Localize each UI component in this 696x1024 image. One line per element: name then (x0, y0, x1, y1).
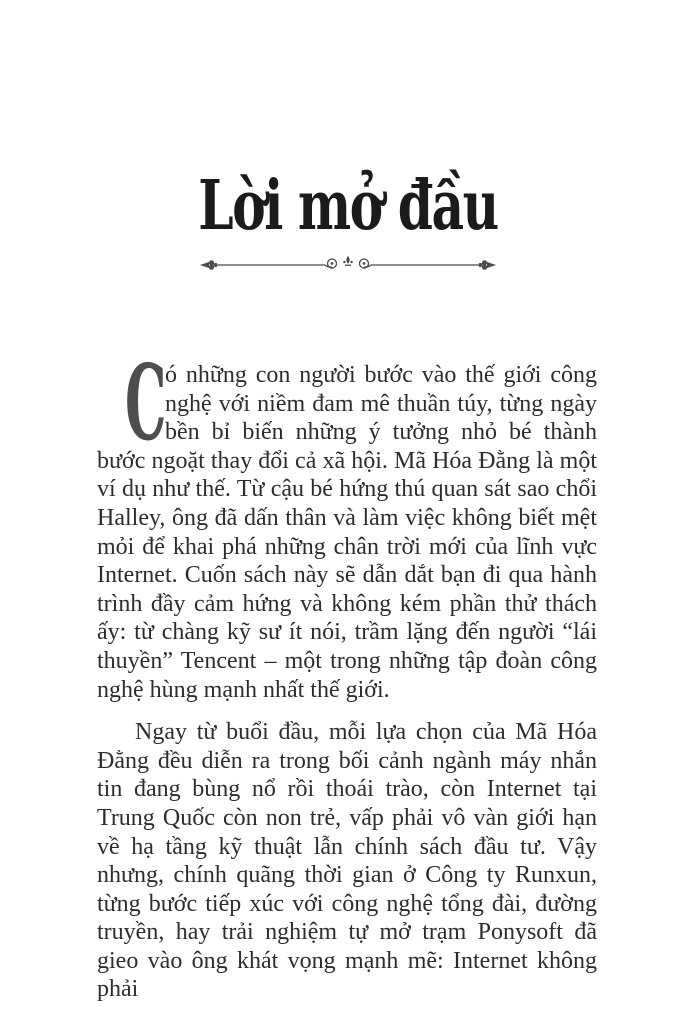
paragraph-2 (97, 718, 597, 1004)
dropcap-letter: C (125, 341, 167, 464)
page-title: Lời mở đầu (198, 166, 498, 246)
paragraph-1 (97, 341, 597, 704)
divider-ornament-icon (198, 254, 498, 276)
page-body (97, 341, 597, 1004)
paragraph-2-text: Ngay từ buổi đầu, mỗi lựa chọn của Mã Hóa Đằng đều diễn ra trong bối cảnh ngành máy nhắn tin đang bùng nổ rồi thoái trào, còn Internet tại Trung Quốc còn non trẻ, vấp phải vô vàn giới hạn về hạ tầng kỹ thuật lẫn chính sách đầu tư. Vậy nhưng, chính quãng thời gian ở Công ty Runxun, từng bước tiếp xúc với công nghệ tổng đài, đường truyền, hay trải nghiệm tự mở trạm Ponysoft đã gieo vào ông khát vọng mạnh mẽ: Internet không phải (97, 719, 597, 1003)
paragraph-1-text: ó những con người bước vào thế giới công nghệ với niềm đam mê thuần túy, từng ngày bền bỉ biến những ý tưởng nhỏ bé thành bước ngoặt thay đổi cả xã hội. Mã Hóa Đằng là một ví dụ như thế. Từ cậu bé hứng thú quan sát sao chổi Halley, ông đã dấn thân và làm việc không biết mệt mỏi để khai phá những chân trời mới của lĩnh vực Internet. Cuốn sách này sẽ dẫn dắt bạn đi qua hành trình đầy cảm hứng và không kém phần thử thách ấy: từ chàng kỹ sư ít nói, trầm lặng đến người “lái thuyền” Tencent – một trong những tập đoàn công nghệ hùng mạnh nhất thế giới. (97, 362, 597, 703)
